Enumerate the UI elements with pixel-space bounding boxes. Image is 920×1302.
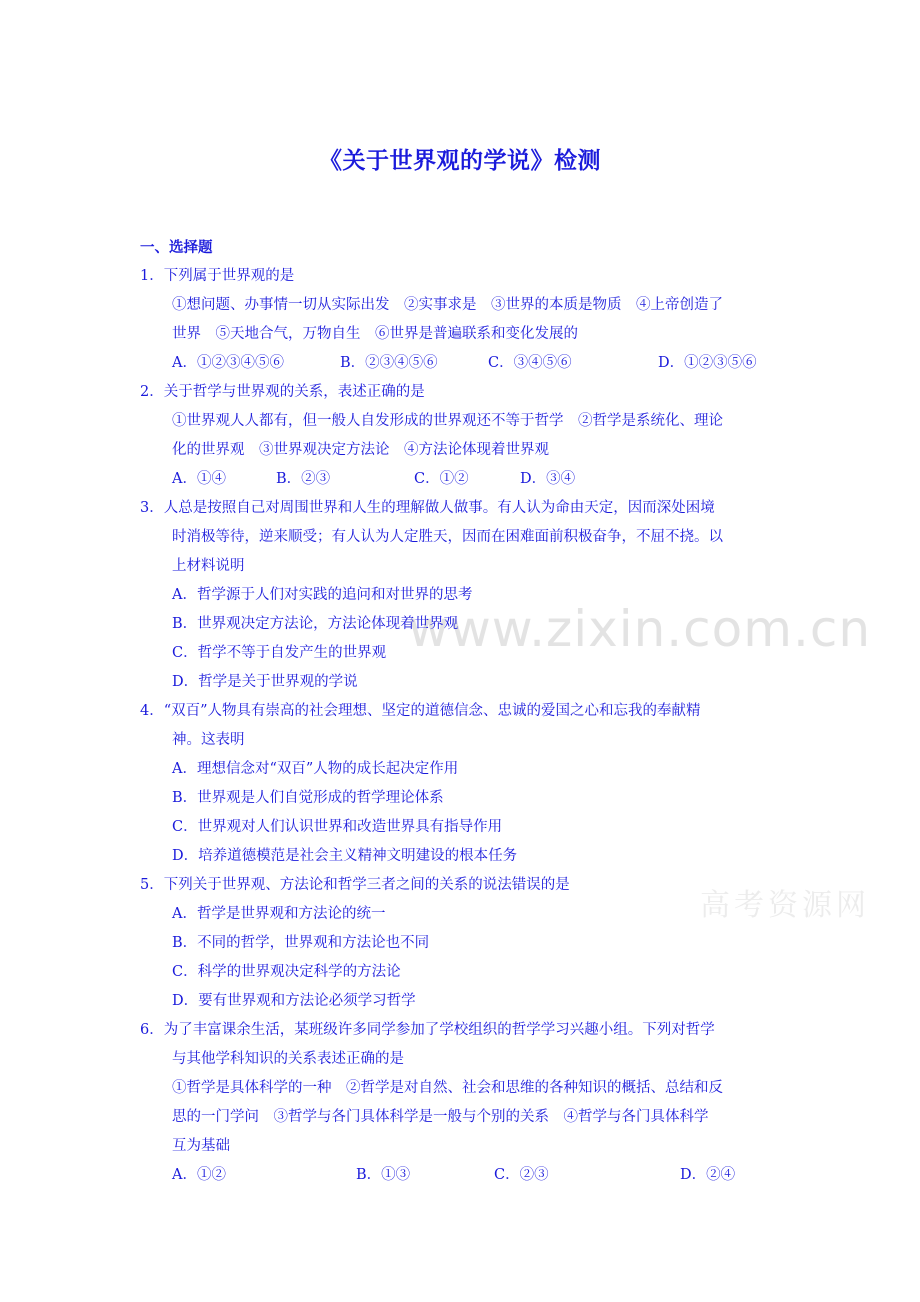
question-2-options [172, 469, 812, 489]
question-4-stem: 4．“双百”人物具有崇高的社会理想、坚定的道德信念、忠诚的爱国之心和忘我的奉献精 [140, 703, 701, 719]
option-d[interactable]: D．哲学是关于世界观的学说 [172, 674, 358, 690]
question-6-stem-line: 与其他学科知识的关系表述正确的是 [172, 1051, 404, 1067]
option-b[interactable]: B．世界观是人们自觉形成的哲学理论体系 [172, 790, 444, 806]
question-3-stem-line: 上材料说明 [172, 558, 245, 574]
question-3-stem: 3．人总是按照自己对周围世界和人生的理解做人做事。有人认为命由天定，因而深处困境 [140, 500, 715, 516]
option-b[interactable]: B．不同的哲学，世界观和方法论也不同 [172, 935, 430, 951]
option-d[interactable]: D．①②③⑤⑥ [658, 355, 757, 371]
option-c[interactable]: C．③④⑤⑥ [488, 355, 572, 371]
question-6-options [172, 1165, 812, 1185]
question-1-options [172, 353, 812, 373]
section-heading: 一、选择题 [140, 240, 213, 256]
question-6-statement-line: ①哲学是具体科学的一种 ②哲学是对自然、社会和思维的各种知识的概括、总结和反 [172, 1080, 723, 1096]
option-d[interactable]: D．③④ [520, 471, 576, 487]
question-6-statement-line: 互为基础 [172, 1138, 230, 1154]
watermark-url: www.zixin.com.cn [408, 600, 872, 658]
option-c[interactable]: C．①② [414, 471, 469, 487]
option-a[interactable]: A．①② [172, 1167, 226, 1183]
option-d[interactable]: D．培养道德模范是社会主义精神文明建设的根本任务 [172, 848, 518, 864]
option-a[interactable]: A．理想信念对“双百”人物的成长起决定作用 [172, 761, 459, 777]
question-1-statement-line: ①想问题、办事情一切从实际出发 ②实事求是 ③世界的本质是物质 ④上帝创造了 [172, 297, 723, 313]
question-6-stem: 6．为了丰富课余生活，某班级许多同学参加了学校组织的哲学学习兴趣小组。下列对哲学 [140, 1022, 715, 1038]
option-d[interactable]: D．要有世界观和方法论必须学习哲学 [172, 993, 416, 1009]
option-a[interactable]: A．①②③④⑤⑥ [172, 355, 284, 371]
question-4-stem-line: 神。这表明 [172, 732, 245, 748]
option-c[interactable]: C．哲学不等于自发产生的世界观 [172, 645, 387, 661]
question-3-stem-line: 时消极等待，逆来顺受；有人认为人定胜天，因而在困难面前积极奋争，不屈不挠。以 [172, 529, 723, 545]
option-c[interactable]: C．科学的世界观决定科学的方法论 [172, 964, 401, 980]
question-1-statement-line: 世界 ⑤天地合气，万物自生 ⑥世界是普遍联系和变化发展的 [172, 326, 578, 342]
option-b[interactable]: B．世界观决定方法论，方法论体现着世界观 [172, 616, 459, 632]
question-2-statement-line: 化的世界观 ③世界观决定方法论 ④方法论体现着世界观 [172, 442, 549, 458]
option-b[interactable]: B．②③ [276, 471, 331, 487]
option-c[interactable]: C．②③ [494, 1167, 549, 1183]
question-5-stem: 5．下列关于世界观、方法论和哲学三者之间的关系的说法错误的是 [140, 877, 570, 893]
option-d[interactable]: D．②④ [680, 1167, 736, 1183]
watermark-logo: 高考资源网 [700, 888, 870, 923]
option-b[interactable]: B．①③ [356, 1167, 411, 1183]
question-6-statement-line: 思的一门学问 ③哲学与各门具体科学是一般与个别的关系 ④哲学与各门具体科学 [172, 1109, 709, 1125]
question-1-stem: 1．下列属于世界观的是 [140, 268, 295, 284]
question-2-statement-line: ①世界观人人都有，但一般人自发形成的世界观还不等于哲学 ②哲学是系统化、理论 [172, 413, 723, 429]
option-a[interactable]: A．哲学源于人们对实践的追问和对世界的思考 [172, 587, 473, 603]
question-2-stem: 2．关于哲学与世界观的关系，表述正确的是 [140, 384, 425, 400]
option-c[interactable]: C．世界观对人们认识世界和改造世界具有指导作用 [172, 819, 503, 835]
option-b[interactable]: B．②③④⑤⑥ [340, 355, 438, 371]
option-a[interactable]: A．①④ [172, 471, 226, 487]
page-title: 《关于世界观的学说》检测 [319, 148, 601, 174]
option-a[interactable]: A．哲学是世界观和方法论的统一 [172, 906, 386, 922]
